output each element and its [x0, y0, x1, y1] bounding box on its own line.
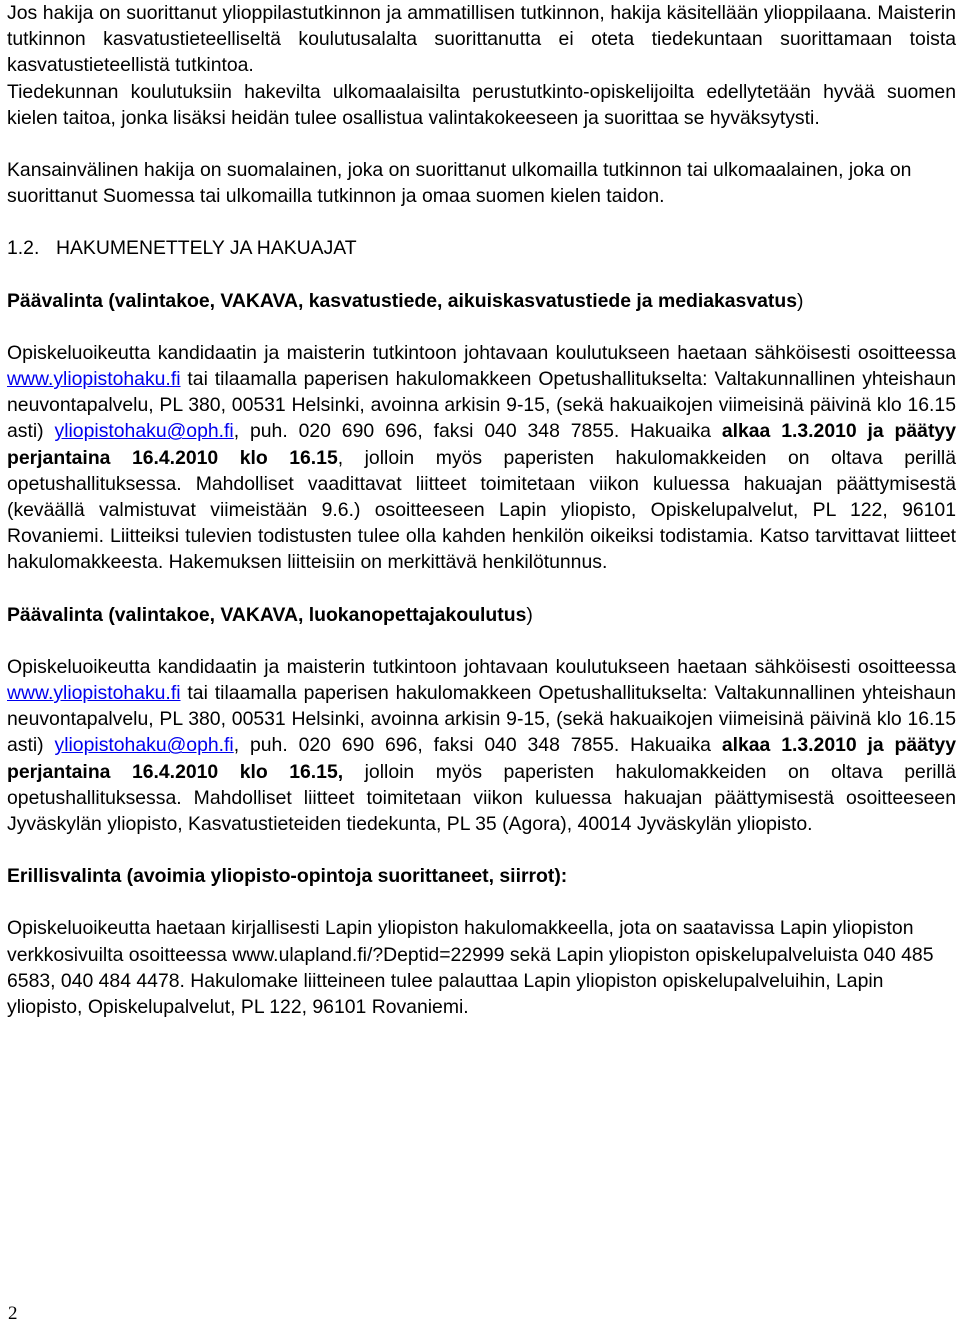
text-run: tai tilaamalla paperisen hakulomakkeen Opetushallitukselta: Valtakunnallinen yhteishaun neuvontapalvelu, PL 380, 00531 Helsinki, avoinna arkisin 9-15, (sekä hakuaikojen viimeisinä päivinä klo 16.15 asti) — [7, 368, 956, 443]
paragraph-international-applicant: Kansainvälinen hakija on suomalainen, joka on suorittanut ulkomailla tutkinnon tai ulkomaalainen, joka on suorittanut Suomessa tai ulkomailla tutkinnon ja omaa suomen kielen taidon. — [7, 159, 912, 208]
subheading-bold-text: Päävalinta (valintakoe, VAKAVA, kasvatustiede, aikuiskasvatustiede ja mediakasvatus — [7, 289, 797, 312]
paragraph-foreign-applicants: Tiedekunnan koulutuksiin hakevilta ulkomaalaisilta perustutkinto-opiskelijoilta edellytetään hyvää suomen kielen taitoa, jonka lisäksi heidän tulee osallistua valintakokeeseen ja suorittaa se hyväksytysti. — [7, 80, 956, 129]
page-number: 2 — [8, 1303, 18, 1324]
text-run: Opiskeluoikeutta kandidaatin ja maisterin tutkintoon johtavaan koulutukseen haetaan sähköisesti osoitteessa — [7, 341, 956, 364]
link-yliopistohaku-email[interactable]: yliopistohaku@oph.fi — [54, 734, 234, 757]
section-number: 1.2. — [7, 237, 40, 260]
application-period-bold: alkaa 1.3.2010 ja päätyy perjantaina 16.4.2010 klo 16.15 — [7, 420, 956, 469]
subheading-bold-text: Erillisvalinta (avoimia yliopisto-opintoja suorittaneet, siirrot): — [7, 865, 568, 888]
text-run: , puh. 020 690 696, faksi 040 348 7855. Hakuaika — [233, 420, 722, 443]
subheading-bold-text: Päävalinta (valintakoe, VAKAVA, luokanopettajakoulutus — [7, 603, 527, 626]
text-run: , jolloin myös paperisten hakulomakkeiden on oltava perillä opetushallituksessa. Mahdolliset vaadittavat liitteet toimitetaan viikon kuluessa hakuajan päättymisestä (keväällä valmistuvat viimeistään 9.6.) osoitteeseen Lapin yliopisto, Opiskelupalvelut, PL 122, 96101 Rovaniemi. Liitteiksi tulevien todistusten tulee olla kahden henkilön oikeiksi todistamia. Katso tarvittavat liitteet hakulomakkeesta. Hakemuksen liitteisiin on merkittävä henkilötunnus. — [7, 446, 956, 574]
document-page — [7, 0, 956, 1020]
text-run: tai tilaamalla paperisen hakulomakkeen Opetushallitukselta: Valtakunnallinen yhteishaun neuvontapalvelu, PL 380, 00531 Helsinki, avoinna arkisin 9-15, (sekä hakuaikojen viimeisinä päivinä klo 16.15 asti) — [7, 682, 956, 757]
link-yliopistohaku-website[interactable]: www.yliopistohaku.fi — [7, 682, 181, 705]
application-period-bold: alkaa 1.3.2010 ja päätyy perjantaina 16.4.2010 klo 16.15, — [7, 734, 956, 783]
paragraph-main-selection-teacher — [7, 654, 956, 837]
link-yliopistohaku-website[interactable]: www.yliopistohaku.fi — [7, 368, 181, 391]
paragraph-applicant-degree: Jos hakija on suorittanut ylioppilastutkinnon ja ammatillisen tutkinnon, hakija käsitellään ylioppilaana. Maisterin tutkinnon kasvatustieteelliseltä koulutusalalta suorittanutta ei oteta tiedekuntaan suorittamaan toista kasvatustieteellistä tutkintoa. — [7, 2, 956, 77]
text-run: , puh. 020 690 696, faksi 040 348 7855. Hakuaika — [233, 734, 722, 757]
subheading-tail: ) — [797, 289, 804, 312]
subheading-tail: ) — [526, 603, 533, 626]
link-yliopistohaku-email[interactable]: yliopistohaku@oph.fi — [54, 420, 234, 443]
subheading-separate-selection — [7, 863, 956, 889]
section-title: HAKUMENETTELY JA HAKUAJAT — [56, 237, 357, 260]
section-heading — [7, 235, 956, 261]
subheading-main-selection-teacher — [7, 602, 956, 628]
text-run: jolloin myös paperisten hakulomakkeiden on oltava perillä opetushallituksessa. Mahdolliset liitteet toimitetaan viikon kuluessa hakuajan päättymisestä osoitteeseen Jyväskylän yliopisto, Kasvatustieteiden tiedekunta, PL 35 (Agora), 40014 Jyväskylän yliopisto. — [7, 760, 956, 836]
subheading-main-selection-education — [7, 288, 956, 314]
text-run: Opiskeluoikeutta kandidaatin ja maisterin tutkintoon johtavaan koulutukseen haetaan sähköisesti osoitteessa — [7, 655, 956, 678]
paragraph-main-selection-education — [7, 340, 956, 576]
paragraph-separate-selection: Opiskeluoikeutta haetaan kirjallisesti Lapin yliopiston hakulomakkeella, jota on saatavissa Lapin yliopiston verkkosivuilta osoitteessa www.ulapland.fi/?Deptid=22999 sekä Lapin yliopiston opiskelupalveluista 040 485 6583, 040 484 4478. Hakulomake liitteineen tulee palauttaa Lapin yliopiston opiskelupalveluihin, Lapin yliopisto, Opiskelupalvelut, PL 122, 96101 Rovaniemi. — [7, 917, 934, 1019]
